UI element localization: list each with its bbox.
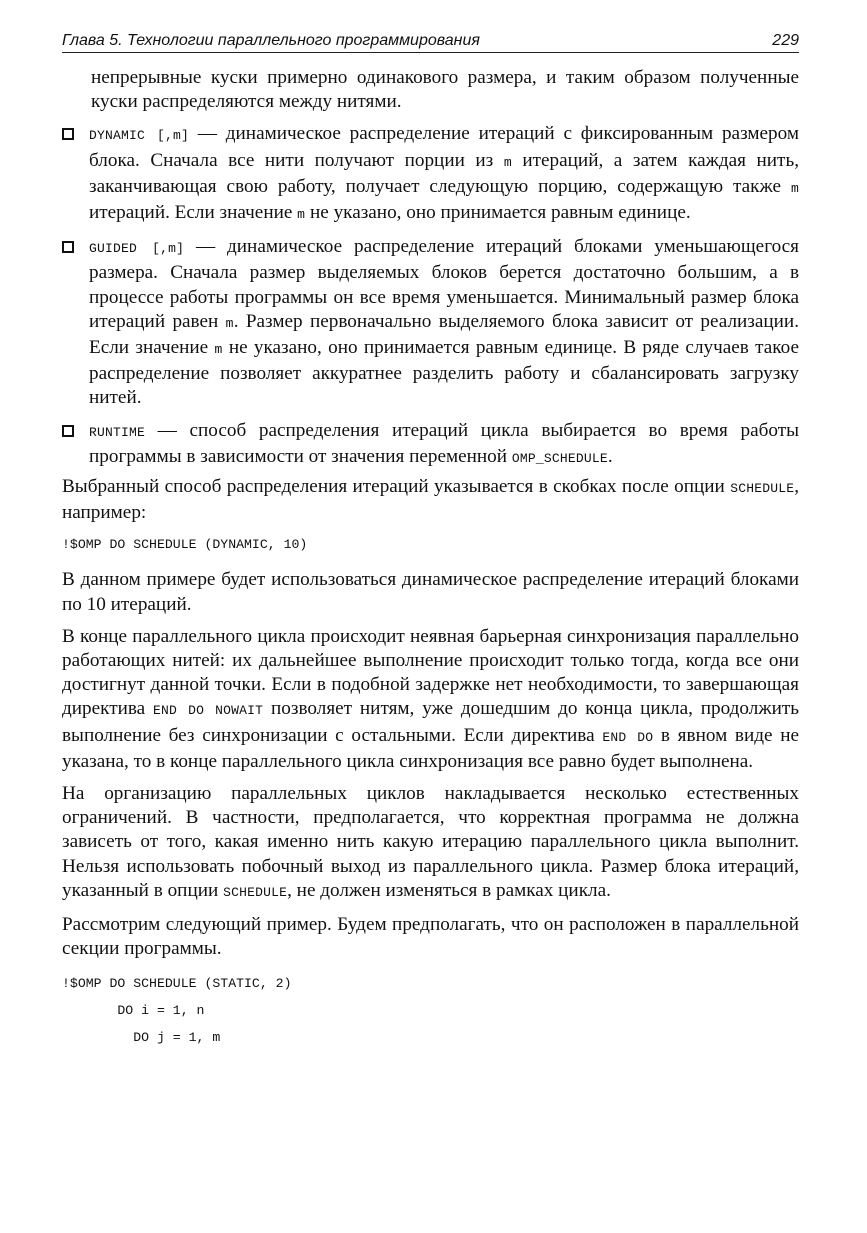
code-m: m — [214, 342, 223, 358]
paragraph-barrier — [62, 625, 799, 774]
code-schedule: SCHEDULE — [730, 481, 795, 497]
bullet-text — [89, 235, 799, 410]
paragraph-example: В данном примере будет использоваться динамическое распределение итераций блоками по 10 итераций. — [62, 569, 799, 615]
code-dynamic: DYNAMIC [,m] — [89, 128, 190, 144]
code-omp-schedule: OMP_SCHEDULE — [511, 450, 608, 466]
paragraph-restrictions — [62, 782, 799, 905]
text-segment: — динамическое распределение итераций блоками уменьшающегося размера. Сначала размер выделяемых блоков берется достаточно большим, а в процессе работы программы он все время уменьшается. Минимальный размер блока итераций равен — [89, 236, 799, 332]
code-block-static — [62, 970, 799, 1051]
code-line: DO j = 1, m — [62, 1029, 221, 1045]
text-segment: итераций. Если значение — [89, 202, 298, 224]
page — [62, 28, 799, 1051]
text-segment: На организацию параллельных циклов накладывается несколько естественных ограничений. В частности, предполагается, что корректная программа не должна зависеть от того, какая именно нить какую итерацию параллельного цикла выполнит. Нельзя использовать побочный выход из параллельного цикла. Размер блока итераций, указанный в опции — [62, 783, 799, 901]
text-segment: , не должен изменяться в рамках цикла. — [287, 879, 611, 901]
paragraph-schedule-intro — [62, 475, 799, 525]
text-segment: позволяет нитям, уже дошедшим до конца цикла, продолжить выполнение без синхронизации с остальными. Если директива — [62, 698, 799, 746]
code-schedule: SCHEDULE — [223, 884, 288, 900]
text-segment: в явном виде не указана, то в конце параллельного цикла синхронизация все равно будет выполнена. — [62, 724, 799, 772]
list-item-dynamic — [62, 122, 799, 227]
text-segment: — динамическое распределение итераций с фиксированным размером блока. Сначала все нити получают порции из — [89, 123, 800, 171]
code-guided: GUIDED [,m] — [89, 241, 185, 257]
text-segment: . Размер первоначально выделяемого блока зависит от реализации. Если значение — [89, 310, 799, 359]
page-number: 229 — [772, 32, 799, 49]
checkbox-bullet-icon — [62, 128, 74, 140]
bullet-text — [89, 419, 799, 471]
code-line: DO i = 1, n — [62, 1002, 205, 1018]
bullet-text — [89, 122, 799, 227]
text-segment: В конце параллельного цикла происходит неявная барьерная синхронизация параллельно работающих нитей: их дальнейшее выполнение происходит только тогда, когда все они достигнут данной точки. Если в подобной задержке нет необходимости, то завершающая директива — [62, 625, 799, 720]
code-runtime: RUNTIME — [89, 424, 146, 440]
text-segment: не указано, оно принимается равным единице. В ряде случаев такое распределение позволяет аккуратнее разделить работу и сбалансировать загрузку нитей. — [89, 337, 799, 409]
text-segment: . — [607, 445, 613, 467]
code-m: m — [225, 315, 234, 331]
code-line: !$OMP DO SCHEDULE (STATIC, 2) — [62, 975, 292, 991]
code-block-dynamic: !$OMP DO SCHEDULE (DYNAMIC, 10) — [62, 537, 308, 553]
paragraph-continuation: непрерывные куски примерно одинакового размера, и таким образом полученные куски распределяются между нитями. — [91, 67, 799, 113]
code-end-do-nowait: END DO NOWAIT — [153, 703, 264, 719]
code-m: m — [297, 207, 306, 223]
code-m: m — [503, 154, 512, 170]
list-item-runtime — [62, 419, 799, 471]
code-m: m — [790, 180, 799, 196]
text-segment: итераций, а затем каждая нить, заканчивающая свою работу, получает следующую порцию, содержащую также — [89, 149, 799, 197]
list-item-guided — [62, 235, 799, 410]
text-segment: , например: — [62, 476, 799, 524]
text-segment: Выбранный способ распределения итераций указывается в скобках после опции — [62, 476, 731, 498]
checkbox-bullet-icon — [62, 425, 74, 437]
code-end-do: END DO — [602, 729, 654, 745]
paragraph-consider: Рассмотрим следующий пример. Будем предполагать, что он расположен в параллельной секции программы. — [62, 914, 799, 960]
chapter-title: Глава 5. Технологии параллельного программирования — [62, 32, 480, 49]
text-segment: не указано, оно принимается равным единице. — [305, 202, 691, 224]
checkbox-bullet-icon — [62, 241, 74, 253]
page-header — [62, 28, 799, 53]
text-segment: — способ распределения итераций цикла выбирается во время работы программы в зависимости от значения переменной — [89, 419, 799, 467]
